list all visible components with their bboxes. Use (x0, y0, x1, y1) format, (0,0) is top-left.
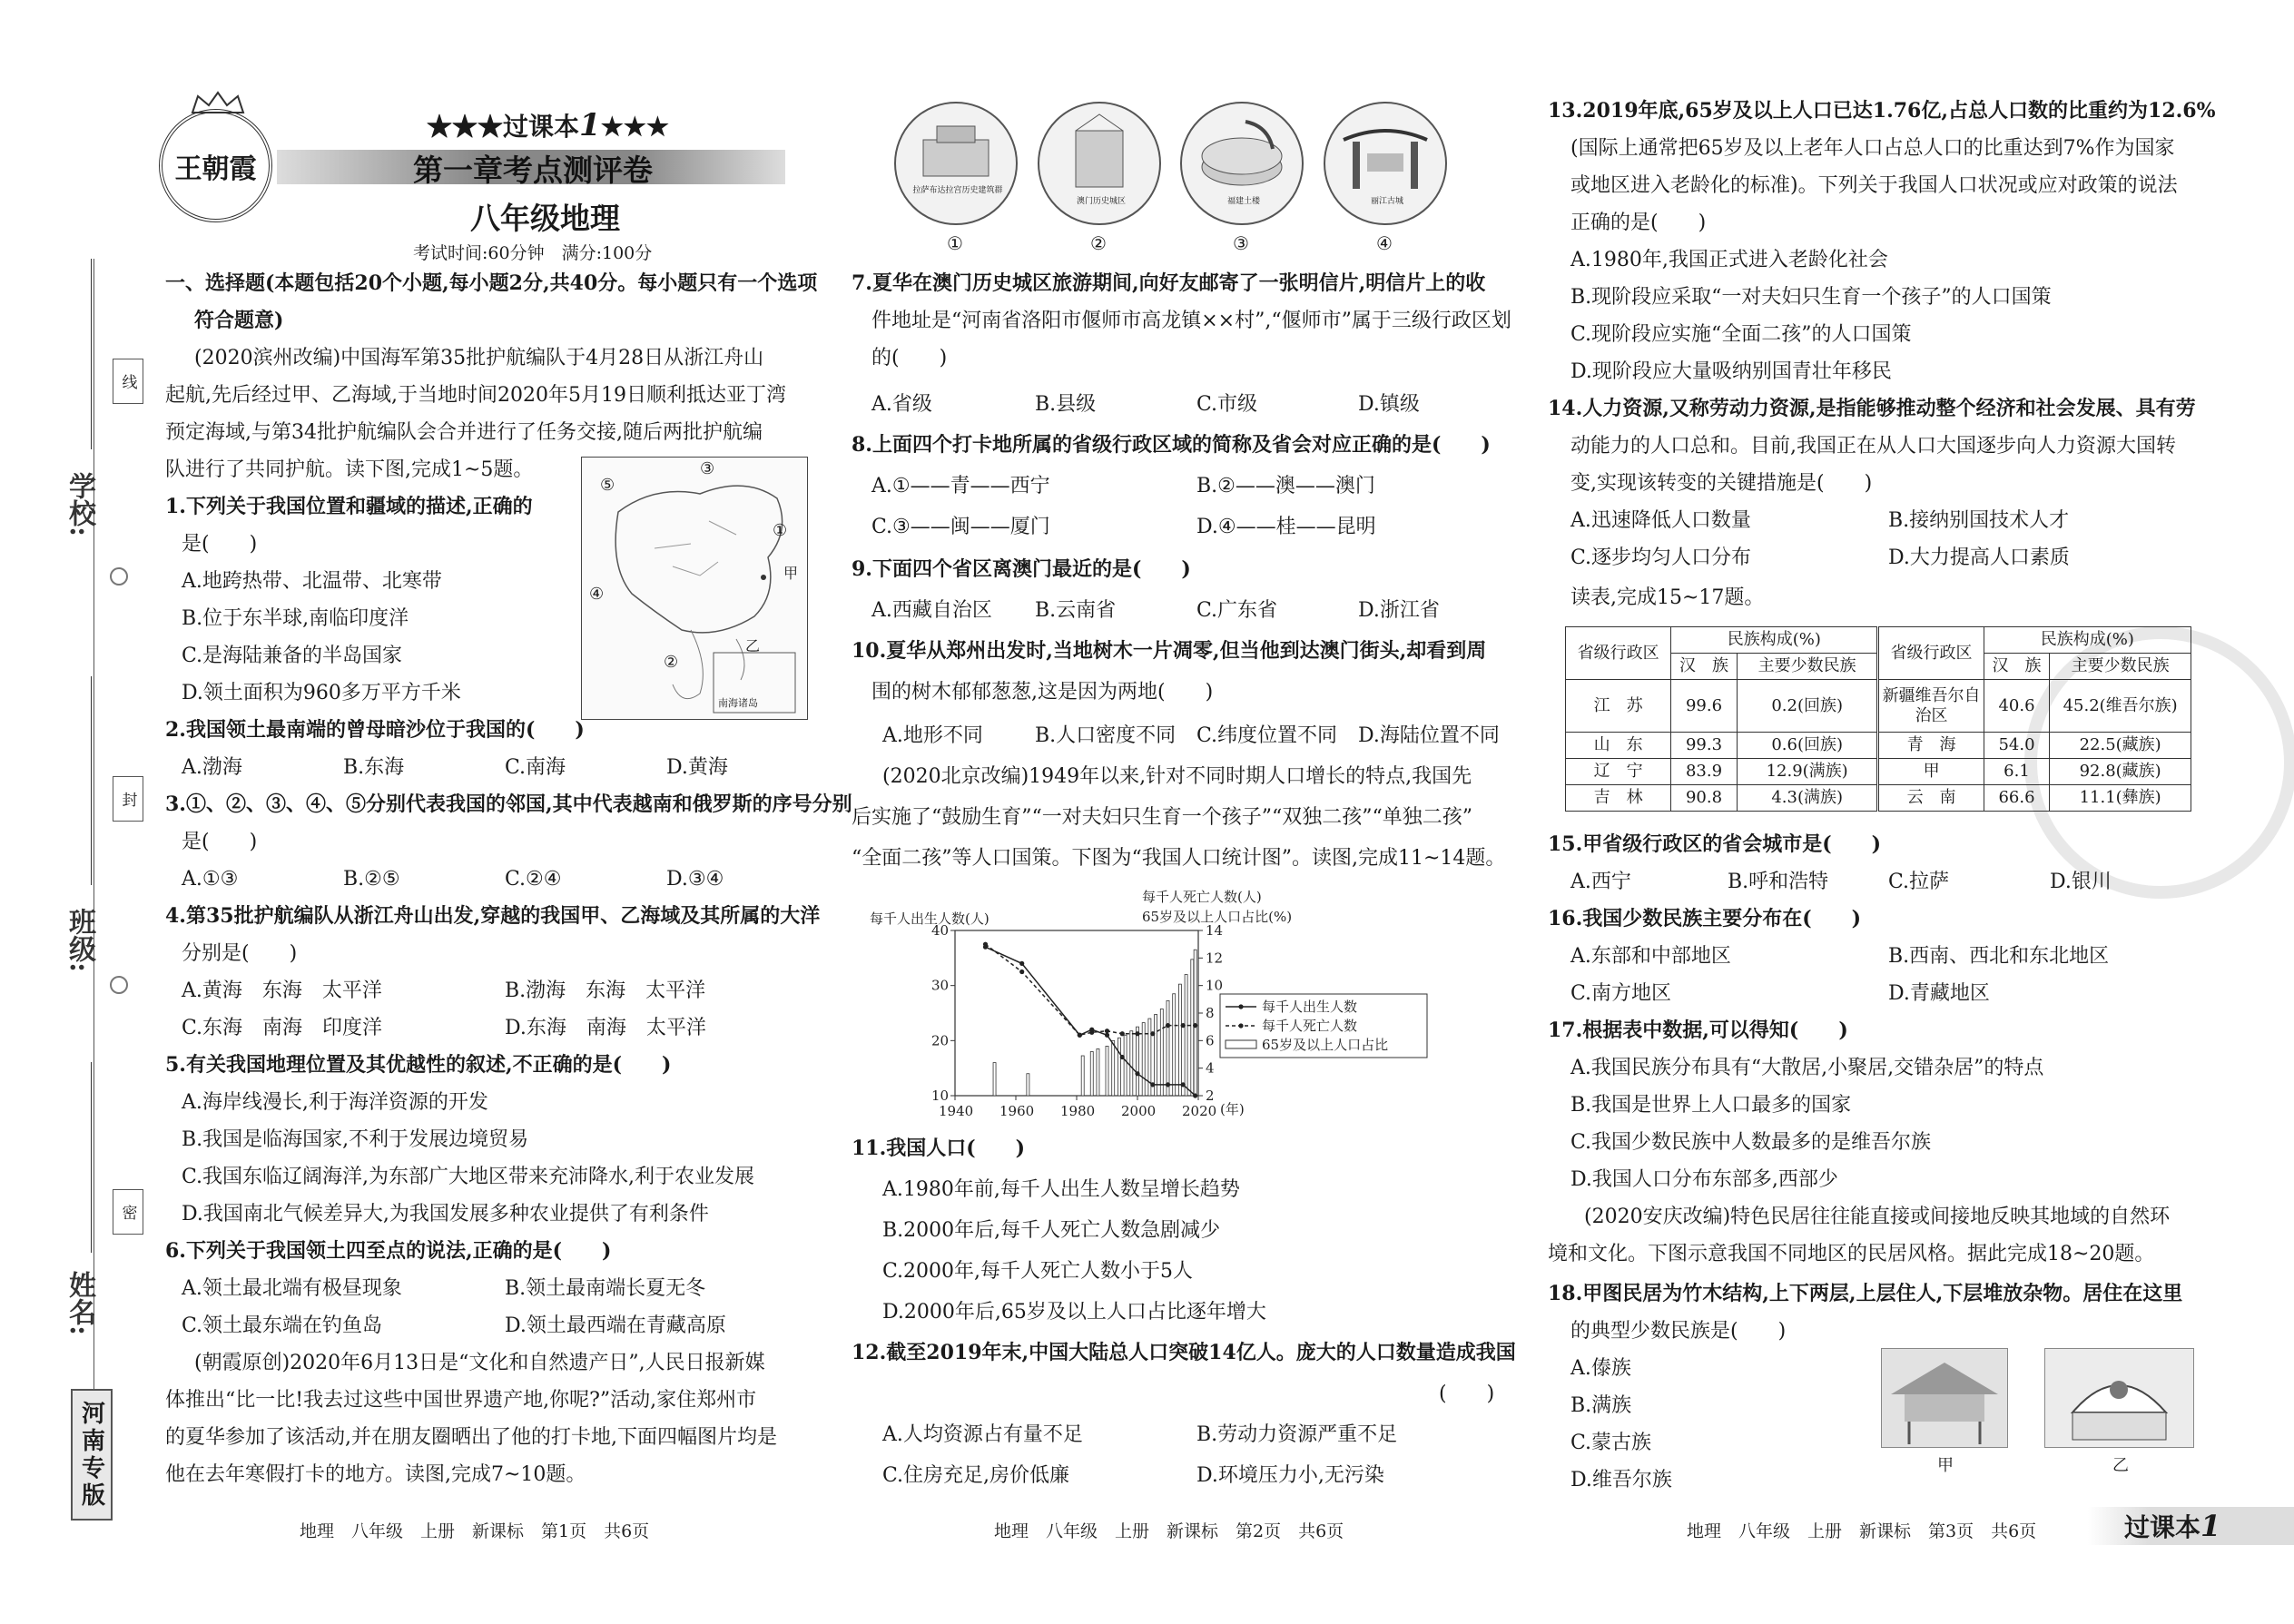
option: C.我国东临辽阔海洋,为东部广大地区带来充沛降水,利于农业发展 (182, 1166, 755, 1188)
death-rate-point (1078, 1033, 1082, 1038)
landmark-photo (1180, 102, 1304, 225)
question-7-cont: 件地址是“河南省洛阳市偃师市高龙镇××村”,“偃师市”属于三级行政区划 (871, 310, 1511, 332)
option: B.东海 (343, 756, 405, 779)
option: A.1980年,我国正式进入老龄化社会 (1570, 249, 1888, 271)
aging-bar (1194, 950, 1196, 1096)
landmark-photo (1324, 102, 1447, 225)
table-header: 省级行政区 (1566, 627, 1671, 680)
school-blank (91, 259, 92, 449)
question-1: 1.下列关于我国位置和疆域的描述,正确的 (165, 495, 533, 518)
map-label: 南海诸岛 (718, 697, 758, 709)
death-rate-point (1166, 1023, 1170, 1028)
table-row (1566, 785, 2191, 812)
question-9: 9.下面四个省区离澳门最近的是( ) (852, 557, 1191, 581)
birth-rate-point (1019, 961, 1024, 966)
question-14-cont: 变,实现该转变的关键措施是( ) (1570, 472, 1873, 495)
option: C.南海 (505, 756, 566, 779)
option: A.海岸线漫长,利于海洋资源的开发 (182, 1091, 488, 1114)
option: C.东海 南海 印度洋 (182, 1017, 383, 1039)
option: A.迅速降低人口数量 (1570, 509, 1751, 532)
option: C.拉萨 (1888, 871, 1950, 893)
intro-text: (朝霞原创)2020年6月13日是“文化和自然遗产日”,人民日报新媒 (194, 1352, 765, 1374)
option: B.呼和浩特 (1728, 871, 1829, 893)
table-cell: 0.6(回族) (1737, 733, 1878, 759)
table-header: 主要少数民族 (1737, 654, 1878, 680)
table-cell: 江 苏 (1566, 680, 1671, 733)
table-cell: 45.2(维吾尔族) (2050, 680, 2191, 733)
option: B.2000年后,每千人死亡人数急剧减少 (882, 1219, 1221, 1242)
landmark-photo (894, 102, 1018, 225)
aging-bar (1112, 1040, 1115, 1096)
question-18: 18.甲图民居为竹木结构,上下两层,上层住人,下层堆放杂物。居住在这里 (1548, 1282, 2183, 1305)
option: C.③——闽——厦门 (871, 516, 1050, 538)
option: D.③④ (666, 868, 724, 891)
legend-aging-swatch (1226, 1040, 1256, 1048)
option: D.大力提高人口素质 (1888, 546, 2070, 569)
table-cell: 11.1(彝族) (2050, 785, 2191, 812)
photo-label: 乙 (2112, 1456, 2129, 1475)
x-tick-label: 1960 (999, 1103, 1035, 1119)
section-heading: 一、选择题(本题包括20个小题,每小题2分,共40分。每小题只有一个选项 (165, 271, 818, 295)
option: B.县级 (1035, 393, 1097, 416)
option: C.是海陆兼备的半岛国家 (182, 645, 403, 667)
map-label: ② (664, 653, 679, 672)
aging-bar (1027, 1074, 1029, 1096)
option: D.银川 (2050, 871, 2112, 893)
aging-bar (1173, 994, 1176, 1096)
question-10-cont: 围的树木郁郁葱葱,这是因为两地( ) (871, 681, 1214, 704)
legend-death-marker (1238, 1023, 1243, 1028)
option: D.现阶段应大量吸纳别国青壮年移民 (1570, 360, 1892, 383)
seal-mark-mi: 密 (113, 1189, 143, 1235)
option: D.环境压力小,无污染 (1196, 1464, 1384, 1487)
death-rate-point (1019, 969, 1024, 974)
table-row (1566, 733, 2191, 759)
option: B.人口密度不同 (1035, 724, 1177, 747)
aging-bar (1081, 1056, 1084, 1096)
x-axis-unit: (年) (1220, 1101, 1245, 1117)
legend-label: 65岁及以上人口占比 (1262, 1037, 1389, 1053)
table-cell: 54.0 (1984, 733, 2050, 759)
question-10: 10.夏华从郑州出发时,当地树木一片凋零,但当他到达澳门街头,却看到周 (852, 639, 1487, 663)
question-14-cont: 动能力的人口总和。目前,我国正在从人口大国逐步向人力资源大国转 (1570, 435, 2176, 458)
edition-text: 河南专版 (77, 1400, 105, 1510)
y-left-tick-label: 10 (931, 1088, 950, 1104)
seal-mark-feng: 封 (113, 776, 143, 822)
x-tick-label: 2000 (1121, 1103, 1157, 1119)
aging-bar (1178, 984, 1181, 1096)
death-rate-line (986, 944, 1196, 1035)
right-axis-label: 每千人死亡人数(人) (1142, 889, 1262, 905)
death-rate-point (1135, 1031, 1139, 1036)
landmark-photo (1038, 102, 1161, 225)
ethnicity-table (1565, 626, 2191, 812)
school-label: 学校: (64, 472, 95, 537)
map-label: ④ (589, 585, 605, 604)
legend-label: 每千人死亡人数 (1262, 1018, 1358, 1034)
option: A.人均资源占有量不足 (882, 1423, 1083, 1446)
table-header: 民族构成(%) (1671, 627, 1878, 654)
option: A.①③ (182, 868, 239, 891)
intro-text: 他在去年寒假打卡的地方。读图,完成7~10题。 (165, 1463, 586, 1486)
aging-bar (1142, 1023, 1145, 1096)
question-13-cont: 或地区进入老龄化的标准)。下列关于我国人口状况或应对政策的说法 (1570, 174, 2178, 197)
aging-bar (1097, 1048, 1099, 1096)
option: D.青藏地区 (1888, 982, 1990, 1005)
table-cell: 甲 (1878, 759, 1984, 785)
question-14: 14.人力资源,又称劳动力资源,是指能够推动整个经济和社会发展、具有劳 (1548, 397, 2196, 420)
intro-text: 起航,先后经过甲、乙海域,于当地时间2020年5月19日顺利抵达亚丁湾 (165, 384, 786, 407)
option: C.逐步均匀人口分布 (1570, 546, 1752, 569)
table-cell: 云 南 (1878, 785, 1984, 812)
question-12-paren: ( ) (1439, 1383, 1495, 1405)
map-label: ③ (700, 459, 715, 478)
option: A.渤海 (182, 756, 242, 779)
crown-icon (191, 91, 245, 114)
table-cell: 0.2(回族) (1737, 680, 1878, 733)
option: A.西藏自治区 (871, 599, 992, 622)
table-cell: 66.6 (1984, 785, 2050, 812)
option: B.位于东半球,南临印度洋 (182, 607, 409, 630)
table-row (1566, 680, 2191, 733)
map-label: ① (773, 521, 788, 540)
map-label: 甲 (783, 565, 799, 582)
aging-bar (1130, 1031, 1133, 1096)
y-left-tick-label: 40 (931, 922, 950, 939)
option: C.2000年,每千人死亡人数小于5人 (882, 1260, 1194, 1283)
birth-rate-point (1166, 1082, 1170, 1087)
option: D.领土最西端在青藏高原 (505, 1314, 726, 1337)
birth-rate-point (1181, 1082, 1186, 1087)
option: B.②——澳——澳门 (1196, 475, 1375, 497)
series-title: ★★★过课本1★★★ (427, 107, 669, 143)
photo-caption: 拉萨布达拉宫历史建筑群 (912, 186, 1003, 195)
option: A.领土最北端有极昼现象 (182, 1277, 402, 1300)
question-11: 11.我国人口( ) (852, 1137, 1026, 1160)
option: C.南方地区 (1570, 982, 1672, 1005)
table-cell: 6.1 (1984, 759, 2050, 785)
question-16: 16.我国少数民族主要分布在( ) (1548, 907, 1862, 930)
option: C.现阶段应实施“全面二孩”的人口国策 (1570, 323, 1912, 346)
table-header: 汉 族 (1671, 654, 1738, 680)
table-cell: 辽 宁 (1566, 759, 1671, 785)
aging-bar (1185, 975, 1187, 1096)
table-header: 主要少数民族 (2050, 654, 2191, 680)
aging-bar (1191, 960, 1194, 1096)
y-left-tick-label: 30 (931, 977, 950, 994)
table-cell: 40.6 (1984, 680, 2050, 733)
birth-rate-point (1150, 1082, 1155, 1087)
death-rate-point (1193, 1023, 1197, 1028)
aging-bar (1137, 1027, 1139, 1096)
option: A.我国民族分布具有“大散居,小聚居,交错杂居”的特点 (1570, 1057, 2044, 1079)
table-cell: 4.3(满族) (1737, 785, 1878, 812)
question-1-cont: 是( ) (182, 533, 258, 556)
aging-bar (1124, 1035, 1127, 1096)
population-chart (853, 885, 1489, 1130)
option: C.住房充足,房价低廉 (882, 1464, 1070, 1487)
intro-text: 的夏华参加了该活动,并在朋友圈晒出了他的打卡地,下面四幅图片均是 (165, 1426, 777, 1449)
aging-bar (1117, 1038, 1120, 1096)
y-right-tick-label: 14 (1206, 922, 1224, 939)
intro-text: (2020安庆改编)特色民居往往能直接或间接地反映其地域的自然环 (1584, 1206, 2171, 1228)
intro-text: 体推出“比一比!我去过这些中国世界遗产地,你呢?”活动,家住郑州市 (165, 1389, 757, 1412)
binding-hole (110, 976, 128, 994)
y-right-tick-label: 10 (1206, 977, 1224, 994)
option: B.西南、西北和东北地区 (1888, 945, 2110, 968)
birth-rate-point (1105, 1033, 1109, 1038)
intro-text: 队进行了共同护航。读下图,完成1~5题。 (165, 458, 534, 481)
table-cell: 99.6 (1671, 680, 1738, 733)
question-18-cont: 的典型少数民族是( ) (1570, 1320, 1787, 1343)
y-right-tick-label: 8 (1206, 1005, 1215, 1021)
brand-logo (159, 109, 272, 222)
option: B.渤海 东海 太平洋 (505, 979, 706, 1002)
option: D.镇级 (1358, 393, 1420, 416)
option: D.黄海 (666, 756, 728, 779)
name-label: 姓名: (64, 1271, 95, 1336)
photo-number: ④ (1376, 232, 1393, 254)
intro-text: 后实施了“鼓励生育”“一对夫妇只生育一个孩子”“双独二孩”“单独二孩” (852, 806, 1472, 829)
legend-birth-marker (1238, 1004, 1243, 1009)
option: B.云南省 (1035, 599, 1117, 622)
aging-bar (1106, 1046, 1108, 1096)
table-cell: 吉 林 (1566, 785, 1671, 812)
class-blank (91, 676, 92, 885)
table-header: 省级行政区 (1878, 627, 1984, 680)
option: D.我国人口分布东部多,西部少 (1570, 1168, 1838, 1191)
death-rate-point (983, 942, 988, 947)
question-2: 2.我国领土最南端的曾母暗沙位于我国的( ) (165, 718, 585, 742)
question-13-cont: 正确的是( ) (1570, 212, 1707, 234)
x-tick-label: 1940 (939, 1103, 974, 1119)
option: A.西宁 (1570, 871, 1631, 893)
table-header: 汉 族 (1984, 654, 2050, 680)
question-5: 5.有关我国地理位置及其优越性的叙述,不正确的是( ) (165, 1053, 672, 1077)
question-13: 13.2019年底,65岁及以上人口已达1.76亿,占总人口数的比重约为12.6% (1548, 99, 2216, 123)
option: B.现阶段应采取“一对夫妇只生育一个孩子”的人口国策 (1570, 286, 2052, 309)
option: C.纬度位置不同 (1196, 724, 1338, 747)
question-15: 15.甲省级行政区的省会城市是( ) (1548, 832, 1882, 856)
question-12: 12.截至2019年末,中国大陆总人口突破14亿人。庞大的人口数量造成我国 (852, 1341, 1516, 1364)
option: D.东海 南海 太平洋 (505, 1017, 706, 1039)
subject-title: 八年级地理 (470, 201, 620, 236)
page-footer: 地理 八年级 上册 新课标 第2页 共6页 (994, 1521, 1344, 1541)
logo-text: 王朝霞 (174, 153, 257, 185)
table-cell: 新疆维吾尔自治区 (1878, 680, 1984, 733)
dwelling-photo-jia (1881, 1348, 2008, 1448)
aging-bar (993, 1063, 996, 1096)
brand-name: 过课本 (2124, 1512, 2201, 1542)
x-tick-label: 2020 (1182, 1103, 1217, 1119)
question-7: 7.夏华在澳门历史城区旅游期间,向好友邮寄了一张明信片,明信片上的收 (852, 271, 1486, 295)
option: C.我国少数民族中人数最多的是维吾尔族 (1570, 1131, 1932, 1154)
option: D.我国南北气候差异大,为我国发展多种农业提供了有利条件 (182, 1203, 709, 1225)
option: C.广东省 (1196, 599, 1278, 622)
page-title: 第一章考点测评卷 (413, 153, 653, 188)
question-8: 8.上面四个打卡地所属的省级行政区域的简称及省会对应正确的是( ) (852, 433, 1491, 457)
option: C.领土最东端在钓鱼岛 (182, 1314, 383, 1337)
photo-number: ① (947, 232, 963, 254)
intro-text: (2020北京改编)1949年以来,针对不同时期人口增长的特点,我国先 (882, 765, 1472, 788)
option: A.地跨热带、北温带、北寒带 (182, 570, 442, 593)
aging-bar (1155, 1015, 1157, 1096)
table-header-row (1566, 627, 2191, 654)
question-17: 17.根据表中数据,可以得知( ) (1548, 1019, 1848, 1042)
table-cell: 22.5(藏族) (2050, 733, 2191, 759)
option: C.市级 (1196, 393, 1258, 416)
right-axis-label: 65岁及以上人口占比(%) (1142, 909, 1293, 925)
photo-number: ② (1090, 232, 1107, 254)
population-chart-svg (853, 885, 1489, 1130)
option: B.我国是临海国家,不利于发展边境贸易 (182, 1128, 529, 1151)
aging-bar (1167, 1000, 1169, 1096)
dwelling-photo-yi (2044, 1348, 2194, 1448)
table-intro: 读表,完成15~17题。 (1570, 586, 1765, 609)
option: B.接纳别国技术人才 (1888, 509, 2070, 532)
birth-rate-point (1135, 1071, 1139, 1076)
question-3-cont: 是( ) (182, 831, 258, 853)
intro-text: 境和文化。下图示意我国不同地区的民居风格。据此完成18~20题。 (1548, 1243, 2155, 1265)
option: B.领土最南端长夏无冬 (505, 1277, 706, 1300)
option: D.海陆位置不同 (1358, 724, 1500, 747)
table-cell: 12.9(满族) (1737, 759, 1878, 785)
y-right-tick-label: 12 (1206, 950, 1224, 967)
option: D.维吾尔族 (1570, 1469, 1672, 1491)
brand-number: 1 (2200, 1509, 2221, 1543)
section-heading-cont: 符合题意) (194, 309, 284, 332)
option: D.④——桂——昆明 (1196, 516, 1376, 538)
photo-caption: 丽江古城 (1370, 197, 1403, 206)
question-3: 3.①、②、③、④、⑤分别代表我国的邻国,其中代表越南和俄罗斯的序号分别 (165, 792, 852, 816)
table-cell: 青 海 (1878, 733, 1984, 759)
option: A.1980年前,每千人出生人数呈增长趋势 (882, 1178, 1240, 1201)
binding-hole (110, 567, 128, 586)
class-label: 班级: (64, 908, 95, 973)
photo-number: ③ (1233, 232, 1249, 254)
photo-caption: 福建土楼 (1226, 197, 1260, 206)
y-left-tick-label: 20 (931, 1032, 950, 1049)
option: D.领土面积为960多万平方千米 (182, 682, 461, 704)
option: D.2000年后,65岁及以上人口占比逐年增大 (882, 1301, 1266, 1324)
china-map (581, 457, 808, 720)
option: A.傣族 (1570, 1357, 1631, 1380)
legend-label: 每千人出生人数 (1262, 999, 1358, 1015)
edition-badge (71, 1389, 113, 1521)
page-footer: 地理 八年级 上册 新课标 第3页 共6页 (1687, 1521, 2037, 1541)
x-tick-label: 1980 (1060, 1103, 1096, 1119)
photo-label: 甲 (1937, 1456, 1954, 1475)
table-cell: 90.8 (1671, 785, 1738, 812)
exam-info: 考试时间:60分钟 满分:100分 (413, 243, 653, 263)
option: B.满族 (1570, 1394, 1632, 1417)
left-axis-label: 每千人出生人数(人) (870, 910, 989, 927)
question-4-cont: 分别是( ) (182, 942, 298, 965)
seal-mark-xian: 线 (113, 359, 143, 404)
brand-footer (2088, 1507, 2294, 1545)
question-7-cont: 的( ) (871, 347, 948, 369)
y-right-tick-label: 4 (1206, 1059, 1215, 1077)
aging-bar (1160, 1009, 1163, 1096)
birth-rate-point (1120, 1055, 1125, 1059)
table-row (1566, 759, 2191, 785)
table-cell: 92.8(藏族) (2050, 759, 2191, 785)
photo-caption: 澳门历史城区 (1076, 197, 1126, 206)
y-right-tick-label: 2 (1206, 1088, 1215, 1104)
y-right-tick-label: 6 (1206, 1032, 1215, 1049)
option: D.浙江省 (1358, 599, 1440, 622)
question-6: 6.下列关于我国领土四至点的说法,正确的是( ) (165, 1239, 612, 1263)
table-cell: 山 东 (1566, 733, 1671, 759)
death-rate-point (1181, 1023, 1186, 1028)
intro-text: 预定海域,与第34批护航编队会合并进行了任务交接,随后两批护航编 (165, 421, 763, 444)
death-rate-point (1150, 1031, 1155, 1036)
name-blank (91, 1062, 92, 1253)
birth-rate-point (1193, 1093, 1197, 1097)
table-cell: 99.3 (1671, 733, 1738, 759)
table-cell: 83.9 (1671, 759, 1738, 785)
page-footer: 地理 八年级 上册 新课标 第1页 共6页 (300, 1521, 650, 1541)
death-rate-point (1089, 1030, 1094, 1035)
option: A.省级 (871, 393, 932, 416)
map-label: ⑤ (600, 476, 615, 495)
option: B.劳动力资源严重不足 (1196, 1423, 1398, 1446)
option: B.②⑤ (343, 868, 400, 891)
intro-text: (2020滨州改编)中国海军第35批护航编队于4月28日从浙江舟山 (194, 347, 764, 369)
table-header: 民族构成(%) (1984, 627, 2191, 654)
option: C.蒙古族 (1570, 1432, 1652, 1454)
option: C.②④ (505, 868, 562, 891)
option: A.东部和中部地区 (1570, 945, 1731, 968)
option: A.①——青——西宁 (871, 475, 1050, 497)
aging-bar (1090, 1051, 1093, 1096)
option: A.地形不同 (882, 724, 983, 747)
option: B.我国是世界上人口最多的国家 (1570, 1094, 1852, 1117)
intro-text: “全面二孩”等人口国策。下图为“我国人口统计图”。读图,完成11~14题。 (852, 847, 1506, 870)
option: A.黄海 东海 太平洋 (182, 979, 382, 1002)
question-13-cont: (国际上通常把65岁及以上老年人口占总人口的比重达到7%作为国家 (1570, 137, 2175, 160)
question-4: 4.第35批护航编队从浙江舟山出发,穿越的我国甲、乙海域及其所属的大洋 (165, 904, 821, 928)
death-rate-point (1105, 1029, 1109, 1033)
death-rate-point (1120, 1031, 1125, 1036)
map-label: 乙 (745, 637, 761, 655)
